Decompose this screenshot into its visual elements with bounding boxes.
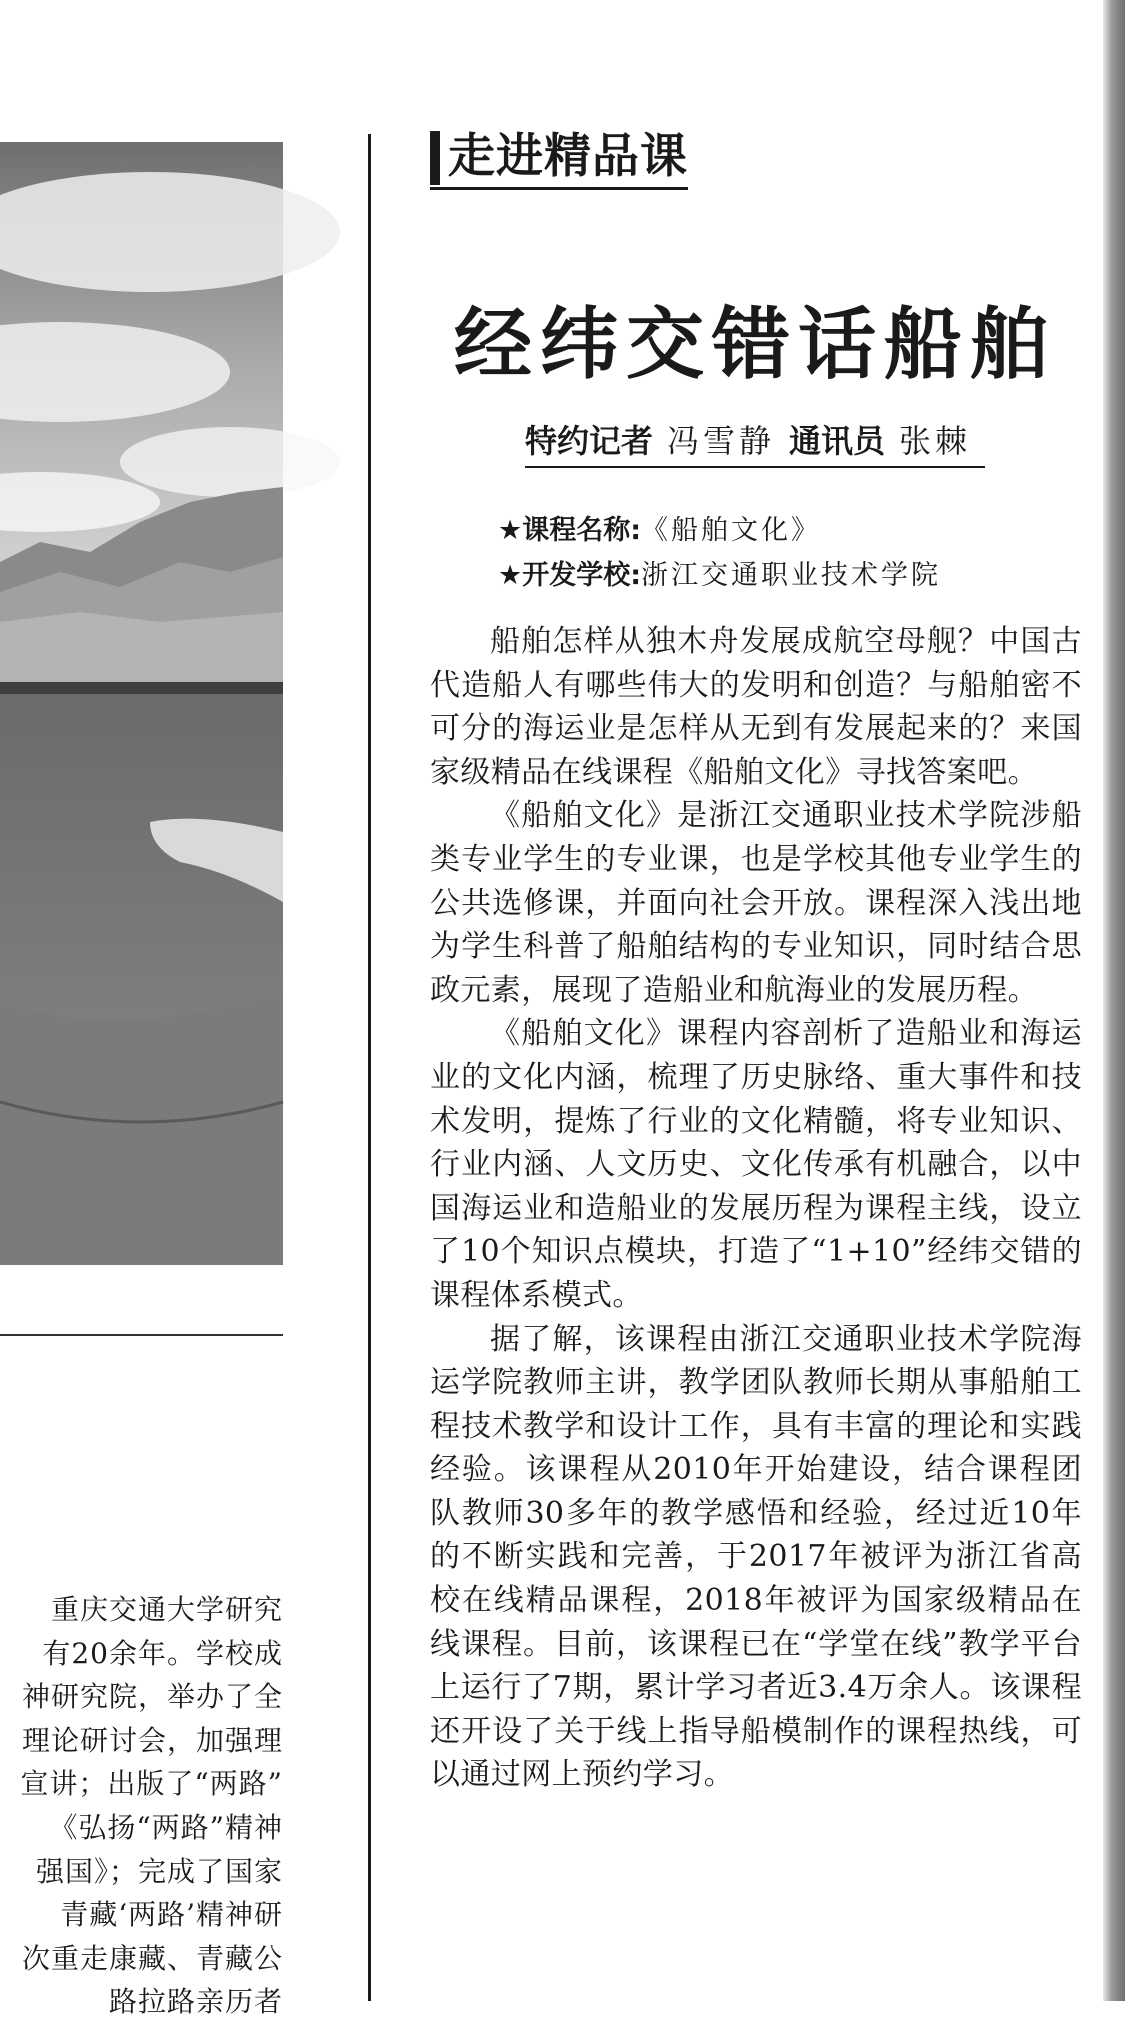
star-icon: ★	[498, 560, 523, 591]
meta-key: 课程名称:	[522, 515, 642, 546]
body-paragraph: 船舶怎样从独木舟发展成航空母舰？中国古代造船人有哪些伟大的发明和创造？与船舶密不可分的海运业是怎样从无到有发展起来的？来国家级精品在线课程《船舶文化》寻找答案吧。	[430, 624, 1082, 790]
landscape-photo	[0, 142, 283, 1265]
left-column-text	[0, 1588, 283, 2024]
left-text-line: 有20余年。学校成	[42, 1636, 283, 1670]
section-bar-marker	[430, 131, 440, 185]
section-title: 走进精品课	[448, 129, 688, 184]
section-header	[430, 129, 688, 190]
course-meta	[498, 508, 941, 598]
star-icon: ★	[498, 515, 523, 546]
article-byline	[430, 418, 1080, 468]
meta-key: 开发学校:	[522, 560, 642, 591]
left-text-line: 重庆交通大学研究	[50, 1593, 283, 1626]
left-text-line: 神研究院，举办了全	[21, 1680, 283, 1714]
body-paragraph: 据了解，该课程由浙江交通职业技术学院海运学院教师主讲，教学团队教师长期从事船舶工程技术教学和设计工作，具有丰富的理论和实践经验。该课程从2010年开始建设，结合课程团队教师30多年的教学感悟和经验，经过近10年的不断实践和完善，于2017年被评为浙江省高校在线精品课程，2018年被评为国家级精品在线课程。目前，该课程已在“学堂在线”教学平台上运行了7期，累计学习者近3.4万余人。该课程还开设了关于线上指导船模制作的课程热线，可以通过网上预约学习。	[430, 1321, 1082, 1793]
body-paragraph: 《船舶文化》是浙江交通职业技术学院涉船类专业学生的专业课，也是学校其他专业学生的公共选修课，并面向社会开放。课程深入浅出地为学生科普了船舶结构的专业知识，同时结合思政元素，展现了造船业和航海业的发展历程。	[430, 798, 1082, 1008]
byline-role-correspondent: 通讯员	[789, 422, 886, 460]
left-text-line: 强国》；完成了国家	[35, 1854, 283, 1888]
meta-value: 浙江交通职业技术学院	[641, 560, 942, 591]
byline-name-reporter: 冯雪静	[666, 422, 775, 460]
landscape-photo-graphic	[0, 142, 283, 1265]
left-column-rule	[0, 1334, 283, 1336]
page-edge-shadow	[1103, 0, 1125, 2001]
article-body	[430, 620, 1082, 1797]
body-paragraph: 《船舶文化》课程内容剖析了造船业和海运业的文化内涵，梳理了历史脉络、重大事件和技术发明，提炼了行业的文化精髓，将专业知识、行业内涵、人文历史、文化传承有机融合，以中国海运业和造船业的发展历程为课程主线，设立了10个知识点模块，打造了“1+10”经纬交错的课程体系模式。	[430, 1016, 1082, 1313]
byline-role-reporter: 特约记者	[524, 422, 653, 460]
left-text-line: 《弘扬“两路”精神	[49, 1810, 283, 1844]
meta-line-course-name	[498, 508, 941, 553]
byline-name-correspondent: 张棘	[899, 422, 972, 460]
meta-line-school	[498, 553, 941, 598]
article-headline: 经纬交错话船舶	[453, 299, 1056, 390]
column-divider	[368, 134, 371, 2001]
left-text-line: 次重走康藏、青藏公	[21, 1941, 283, 1975]
left-text-line: 理论研讨会，加强理	[21, 1723, 283, 1757]
left-text-line: 宣讲；出版了“两路”	[20, 1767, 283, 1801]
meta-value: 《船舶文化》	[641, 515, 822, 546]
left-text-line: 青藏‘两路’精神研	[60, 1898, 283, 1932]
left-text-line: 路拉路亲历者	[108, 1985, 283, 2019]
